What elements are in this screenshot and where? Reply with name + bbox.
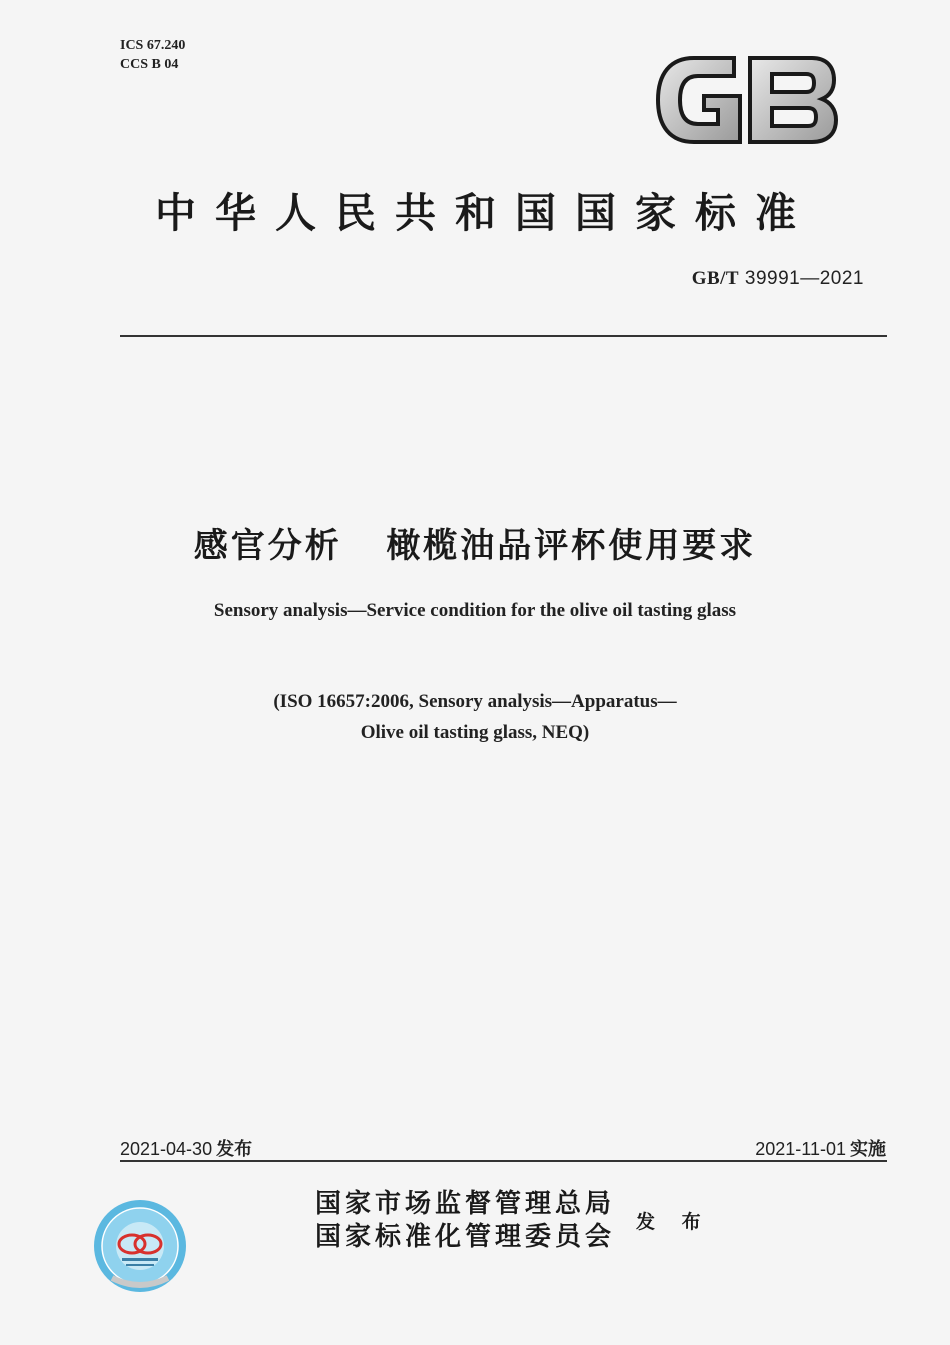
- standard-number-prefix: GB/T: [691, 268, 740, 289]
- classification-codes: [120, 36, 185, 74]
- publication-date-value: 2021-04-30: [120, 1139, 213, 1159]
- implementation-label: 实施: [850, 1139, 886, 1160]
- top-divider: [120, 335, 887, 337]
- english-title: Sensory analysis—Service condition for the olive oil tasting glass: [213, 600, 737, 621]
- iso-reference-line2: Olive oil tasting glass, NEQ): [360, 722, 590, 743]
- bottom-divider: [120, 1160, 887, 1162]
- publication-label: 发布: [216, 1139, 253, 1160]
- gb-logo: [652, 52, 838, 148]
- ics-code: ICS 67.240: [120, 38, 186, 53]
- chinese-title: 感官分析 橄榄油品评杯使用要求: [193, 526, 757, 566]
- issuer-samr: 国家市场监督管理总局: [315, 1189, 616, 1219]
- issuer-sac: 国家标准化管理委员会: [315, 1222, 616, 1252]
- issuing-authorities: [315, 1188, 615, 1254]
- issue-verb: 发 布: [636, 1211, 711, 1233]
- anti-counterfeit-seal-icon: [92, 1198, 188, 1294]
- ccs-code: CCS B 04: [120, 57, 179, 72]
- implementation-date: [755, 1135, 886, 1161]
- standard-number-value: 39991—2021: [744, 268, 864, 289]
- implementation-date-value: 2021-11-01: [755, 1139, 846, 1159]
- standard-category-title: 中华人民共和国国家标准: [155, 189, 815, 237]
- iso-reference: [0, 686, 950, 748]
- publication-date: [120, 1135, 252, 1161]
- iso-reference-line1: (ISO 16657:2006, Sensory analysis—Apparatus—: [273, 691, 677, 712]
- standard-number: [692, 268, 864, 290]
